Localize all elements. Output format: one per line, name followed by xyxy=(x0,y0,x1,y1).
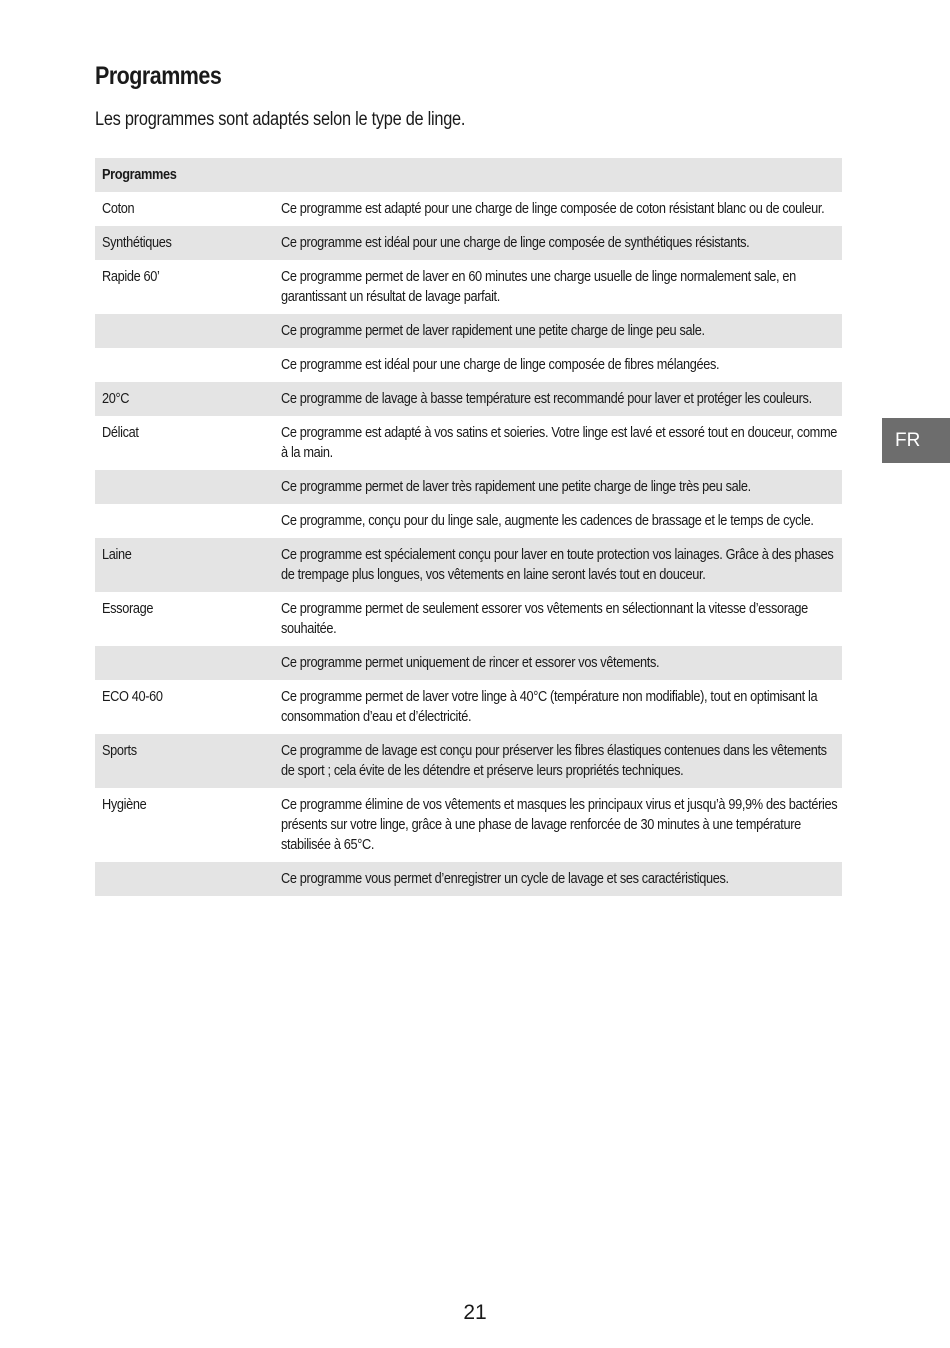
programme-description: Ce programme permet de laver votre linge à 40°C (température non modifiable), tout en optimisant la consommation d’eau et d’électricité. xyxy=(281,689,818,725)
table-row xyxy=(95,538,842,592)
table-row xyxy=(95,226,842,260)
programme-name: Hygiène xyxy=(102,797,147,813)
programme-description: Ce programme est spécialement conçu pour laver en toute protection vos lainages. Grâce à des phases de trempage plus longues, vos vêtements en laine seront lavés tout en douceur. xyxy=(281,538,842,592)
programme-description: Ce programme permet de laver en 60 minutes une charge usuelle de linge normalement sale, en garantissant un résultat de lavage parfait. xyxy=(281,269,796,305)
programme-name: Sports xyxy=(95,734,281,788)
programme-name: Coton xyxy=(102,201,135,217)
table-row xyxy=(95,260,842,314)
programme-description: Ce programme est adapté à vos satins et soieries. Votre linge est lavé et essoré tout en douceur, comme à la main. xyxy=(281,425,837,461)
programme-description: Ce programme permet de laver rapidement une petite charge de linge peu sale. xyxy=(281,314,842,348)
table-row xyxy=(95,592,842,646)
table-row xyxy=(95,314,842,348)
table-header-label: Programmes xyxy=(95,158,281,192)
programmes-table xyxy=(95,158,842,896)
table-row xyxy=(95,382,842,416)
programme-description: Ce programme permet de laver très rapidement une petite charge de linge très peu sale. xyxy=(281,470,842,504)
programme-description: Ce programme permet uniquement de rincer et essorer vos vêtements. xyxy=(281,646,842,680)
programme-name: Essorage xyxy=(102,601,154,617)
page-number: 21 xyxy=(463,1301,487,1324)
table-row xyxy=(95,680,842,734)
table-row xyxy=(95,734,842,788)
programme-name: Laine xyxy=(95,538,281,592)
programme-description: Ce programme est adapté pour une charge de linge composée de coton résistant blanc ou de couleur. xyxy=(281,201,825,217)
table-row xyxy=(95,416,842,470)
table-row xyxy=(95,348,842,382)
table-row xyxy=(95,862,842,896)
programme-name: Rapide 60’ xyxy=(102,269,160,285)
programme-name: Délicat xyxy=(102,425,139,441)
programme-description: Ce programme vous permet d’enregistrer un cycle de lavage et ses caractéristiques. xyxy=(281,862,842,896)
language-tab: FR xyxy=(882,418,950,463)
programme-description: Ce programme de lavage à basse température est recommandé pour laver et protéger les couleurs. xyxy=(281,382,842,416)
table-row xyxy=(95,470,842,504)
programme-name: Synthétiques xyxy=(95,226,281,260)
programme-name xyxy=(95,862,281,896)
page-title: Programmes xyxy=(95,62,222,90)
table-header-empty xyxy=(281,158,842,192)
intro-text: Les programmes sont adaptés selon le type de linge. xyxy=(95,109,466,130)
programme-description: Ce programme permet de seulement essorer vos vêtements en sélectionnant la vitesse d’essorage souhaitée. xyxy=(281,601,808,637)
table-header-row xyxy=(95,158,842,192)
programme-description: Ce programme, conçu pour du linge sale, augmente les cadences de brassage et le temps de cycle. xyxy=(281,513,814,529)
programme-description: Ce programme de lavage est conçu pour préserver les fibres élastiques contenues dans les vêtements de sport ; cela évite de les détendre et préserve leurs propriétés techniques. xyxy=(281,734,842,788)
programme-name xyxy=(95,470,281,504)
table-row xyxy=(95,504,842,538)
table-row xyxy=(95,788,842,862)
programme-name xyxy=(95,504,281,538)
table-row xyxy=(95,192,842,226)
programme-description: Ce programme est idéal pour une charge de linge composée de synthétiques résistants. xyxy=(281,226,842,260)
programme-name xyxy=(95,314,281,348)
programme-description: Ce programme est idéal pour une charge de linge composée de fibres mélangées. xyxy=(281,357,720,373)
programme-name xyxy=(95,646,281,680)
programme-description: Ce programme élimine de vos vêtements et masques les principaux virus et jusqu’à 99,9% des bactéries présents sur votre linge, grâce à une phase de lavage renforcée de 30 minutes à une température stabilisée à 65°C. xyxy=(281,797,838,853)
programme-name: ECO 40-60 xyxy=(102,689,163,705)
table-row xyxy=(95,646,842,680)
programme-name xyxy=(95,348,281,382)
table-body xyxy=(95,192,842,896)
programme-name: 20°C xyxy=(95,382,281,416)
